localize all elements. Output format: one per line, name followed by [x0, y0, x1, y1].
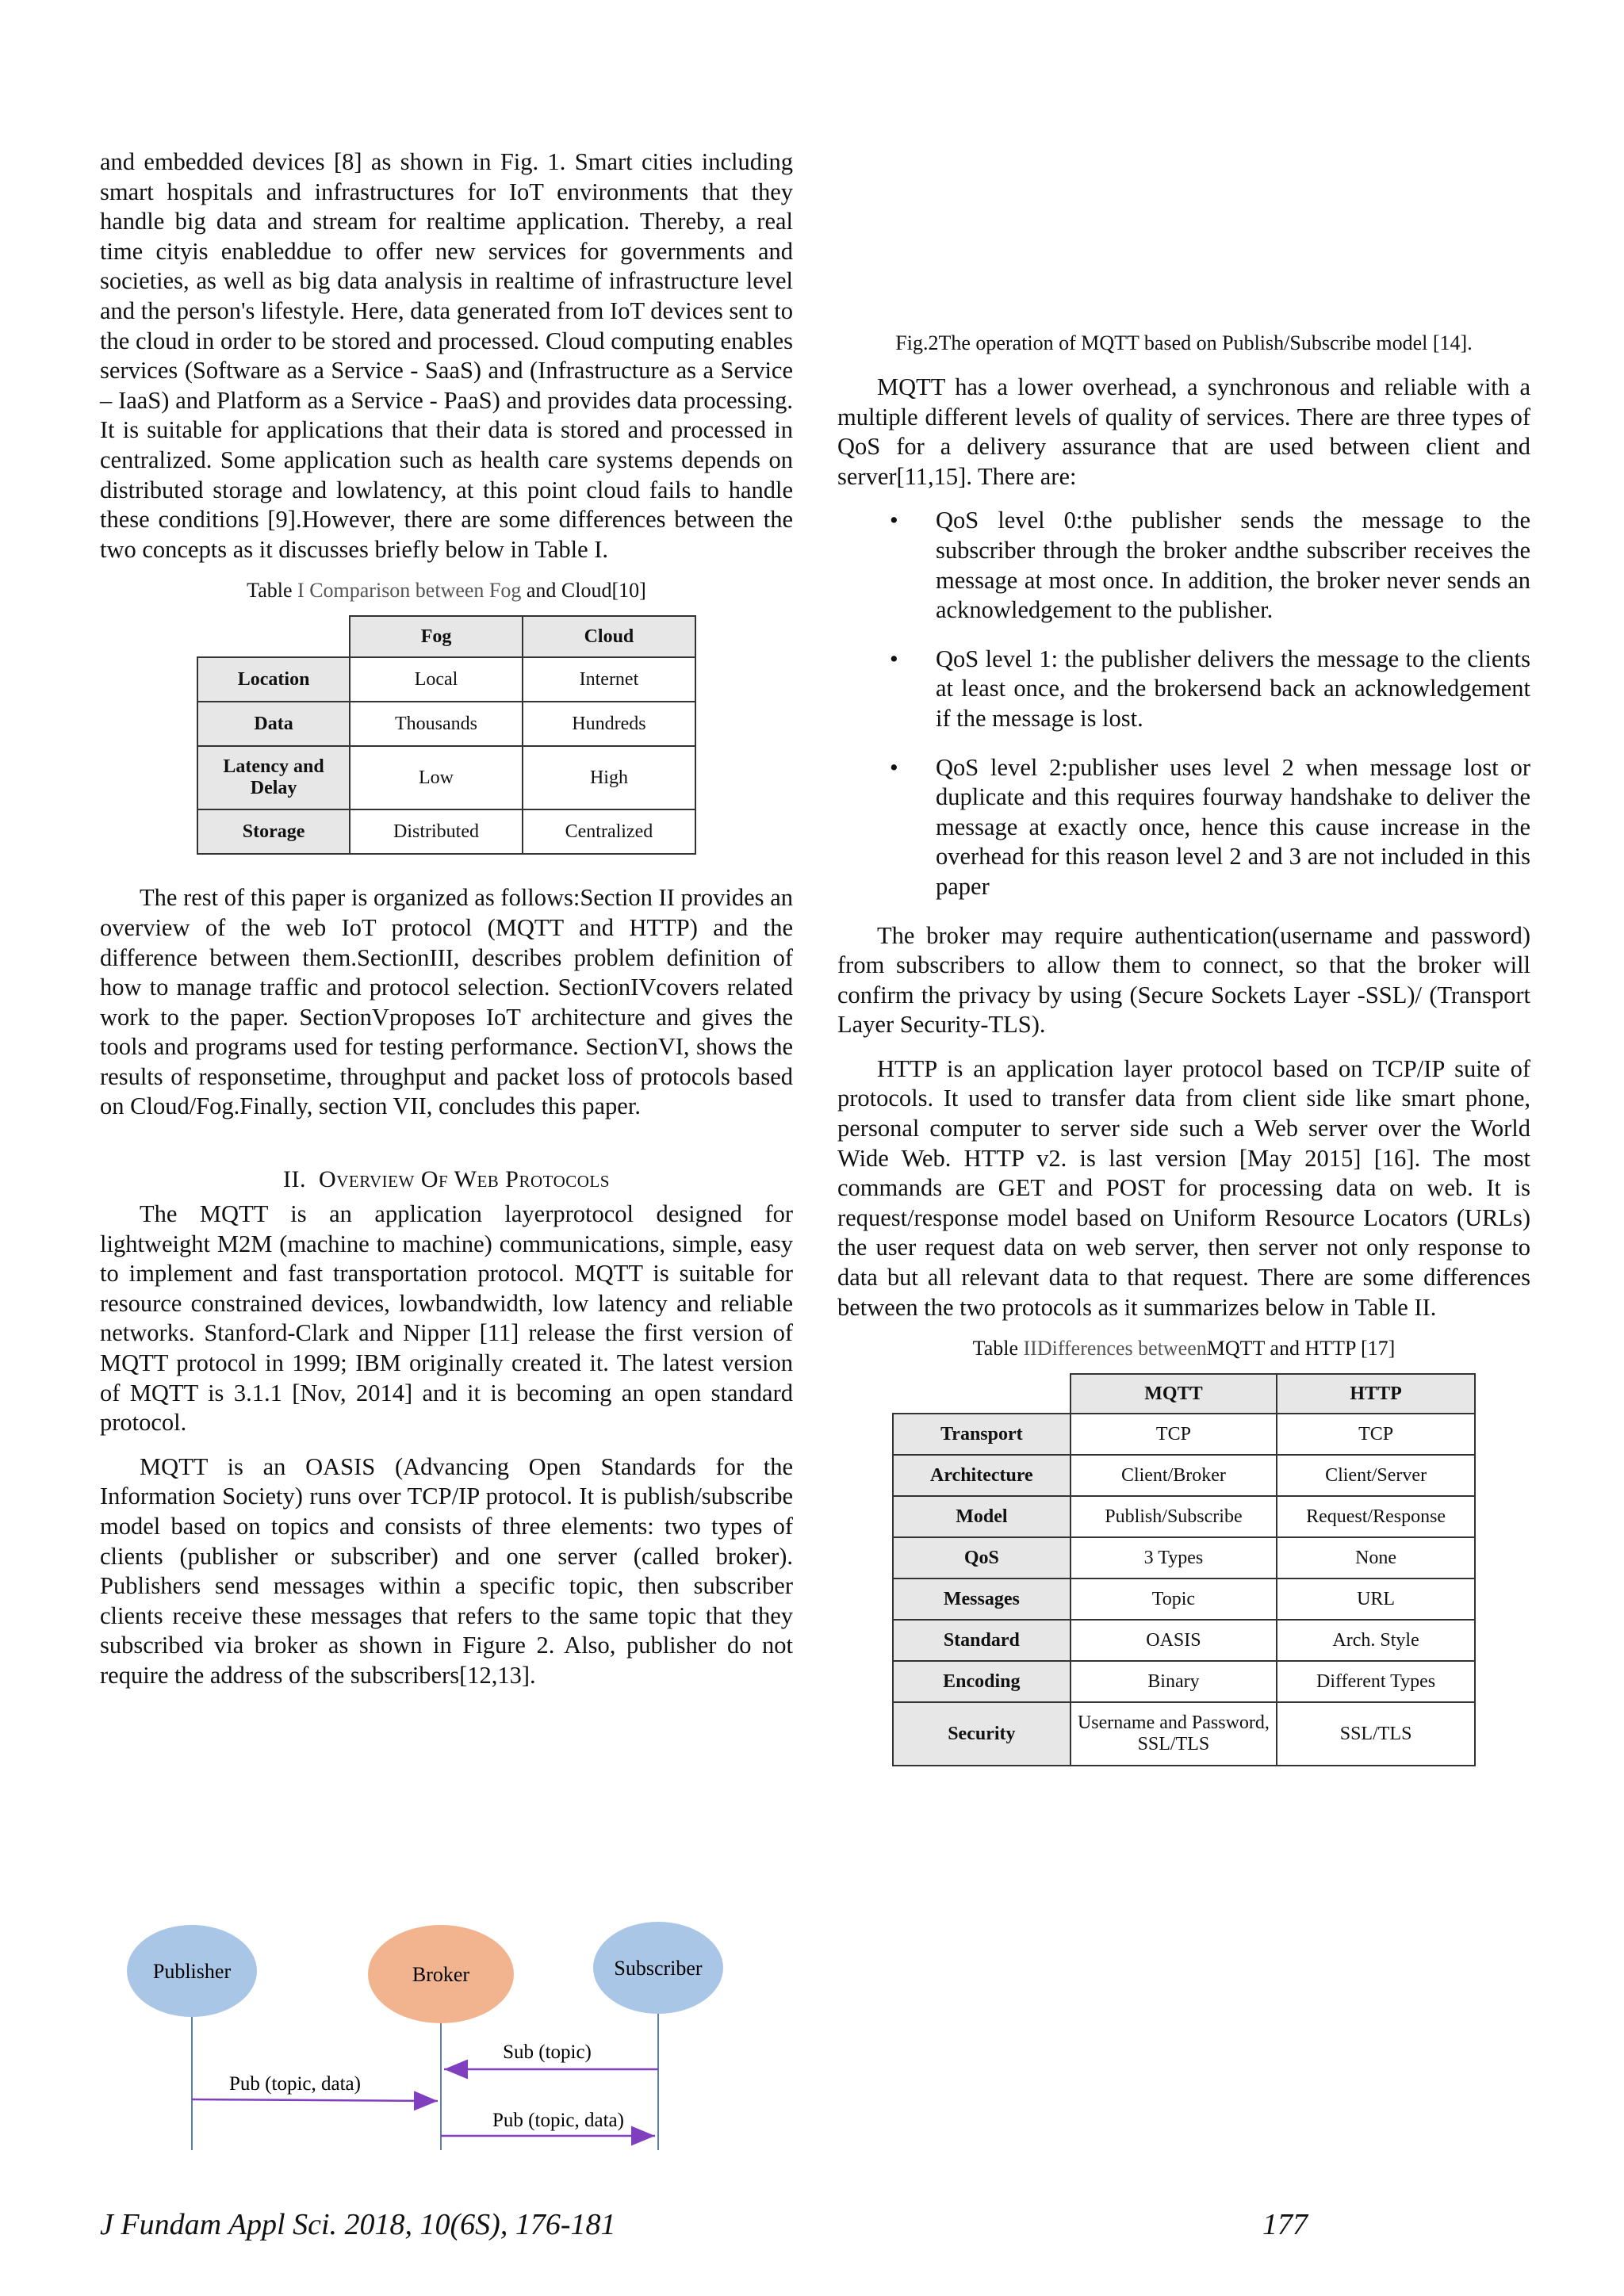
qos-list: [837, 506, 1530, 901]
page-number: 177: [1262, 2208, 1308, 2241]
paragraph-mqtt-intro: The MQTT is an application layerprotocol designed for lightweight M2M (machine to machine) communications, simple, easy to implement and fast transportation protocol. MQTT is suitable for resource constrained devices, lowbandwidth, low latency and reliable networks. Stanford-Clark and Nipper [11] release the first version of MQTT protocol in 1999; IBM originally created it. The latest version of MQTT is 3.1.1 [Nov, 2014] and it is becoming an open standard protocol.: [100, 1200, 793, 1437]
table-mqtt-http: [892, 1373, 1476, 1766]
table-row: Latency and Delay Low High: [197, 746, 695, 809]
left-column: [100, 147, 793, 1691]
table-row: QoS 3 Types None: [893, 1537, 1475, 1578]
paragraph-mqtt-oasis: MQTT is an OASIS (Advancing Open Standards for the Information Society) runs over TCP/IP protocol. It is publish/subscribe model based on topics and consists of three elements: two types of clients (publisher or subscriber) and one server (called broker). Publishers send messages within a specific topic, then subscriber clients receive these messages that refers to the same topic that they subscribed via broker as shown in Figure 2. Also, publisher do not require the address of the subscribers[12,13].: [100, 1452, 793, 1689]
table1-caption: Table I Comparison between Fog and Cloud[10]: [247, 579, 646, 603]
list-item: • QoS level 0:the publisher sends the message to the subscriber through the broker andthe subscriber receives the message at most once. In addition, the broker never sends an acknowledgement to the publisher.: [890, 507, 1530, 624]
subscriber-label: Subscriber: [614, 1957, 703, 1980]
table-row: Architecture Client/Broker Client/Server: [893, 1455, 1475, 1496]
table-row: Transport TCP TCP: [893, 1414, 1475, 1455]
sub-topic-label: Sub (topic): [503, 2042, 592, 2063]
pub-to-subscriber-label: Pub (topic, data): [492, 2110, 624, 2131]
journal-citation: J Fundam Appl Sci. 2018, 10(6S), 176-181: [100, 2208, 616, 2241]
right-column: [837, 373, 1530, 1766]
pub-to-broker-arrow: [192, 2099, 438, 2101]
table2-header-mqtt: MQTT: [1071, 1374, 1277, 1414]
table2-header-http: HTTP: [1277, 1374, 1475, 1414]
table-row: Storage Distributed Centralized: [197, 809, 695, 854]
paragraph-broker-auth: The broker may require authentication(username and password) from subscribers to allow them to connect, so that the broker will confirm the privacy by using (Secure Sockets Layer -SSL)/ (Transport Layer Security-TLS).: [837, 921, 1530, 1039]
pub-to-broker-label: Pub (topic, data): [229, 2073, 361, 2095]
broker-label: Broker: [412, 1963, 470, 1986]
paragraph-intro: and embedded devices [8] as shown in Fig. 1. Smart cities including smart hospitals and infrastructures for IoT environments that they handle big data and stream for realtime application. Thereby, a real time cityis enableddue to offer new services for governments and societies, as well as big data analysis in realtime of infrastructure level and the person's lifestyle. Here, data generated from IoT devices sent to the cloud in order to be stored and processed. Cloud computing enables services (Software as a Service - SaaS) and (Infrastructure as a Service – IaaS) and Platform as a Service - PaaS) and provides data processing. It is suitable for applications that their data is stored and processed in centralized. Some application such as health care systems depends on distributed storage and lowlatency, at this point cloud fails to handle these conditions [9].However, there are some differences between the two concepts as it discusses briefly below in Table I.: [100, 148, 793, 563]
table2-caption: Table IIDifferences betweenMQTT and HTTP [17]: [972, 1337, 1396, 1360]
table-row: Encoding Binary Different Types: [893, 1661, 1475, 1702]
paragraph-organization: The rest of this paper is organized as follows:Section II provides an overview of the web IoT protocol (MQTT and HTTP) and the difference between them.SectionIII, describes problem definition of how to manage traffic and protocol selection. SectionIVcovers related work to the paper. SectionVproposes IoT architecture and gives the tools and programs used for testing performance. SectionVI, shows the results of responsetime, throughput and packet loss of protocols based on Cloud/Fog.Finally, section VII, concludes this paper.: [100, 884, 793, 1120]
pubsub-diagram: [127, 1919, 730, 2156]
section-heading: II. Overview Of Web Protocols: [283, 1166, 610, 1193]
table-row: Messages Topic URL: [893, 1578, 1475, 1620]
pubsub-svg: [127, 1919, 730, 2156]
paragraph-mqtt-qos: MQTT has a lower overhead, a synchronous and reliable with a multiple different levels of quality of services. There are three types of QoS for a delivery assurance that are used between client and server[11,15]. There are:: [837, 373, 1530, 490]
table-row: Standard OASIS Arch. Style: [893, 1620, 1475, 1661]
table-row: Location Local Internet: [197, 657, 695, 702]
list-item: • QoS level 1: the publisher delivers the message to the clients at least once, and the brokersend back an acknowledgement if the message is lost.: [890, 645, 1530, 732]
table-fog-cloud: [197, 615, 696, 855]
table-row: Model Publish/Subscribe Request/Response: [893, 1496, 1475, 1537]
publisher-label: Publisher: [152, 1960, 232, 1983]
paragraph-http: HTTP is an application layer protocol based on TCP/IP suite of protocols. It used to transfer data from client side like smart phone, personal computer to server side such a Web server over the World Wide Web. HTTP v2. is last version [May 2015] [16]. The most commands are GET and POST for processing data on web. It is request/response model based on Uniform Resource Locators (URLs) the user request data on web server, then server not only response to data but all relevant data to that request. There are some differences between the two protocols as it summarizes below in Table II.: [837, 1054, 1530, 1321]
list-item: • QoS level 2:publisher uses level 2 when message lost or duplicate and this requires fourway handshake to deliver the message at exactly once, hence this cause increase in the overhead for this reason level 2 and 3 are not included in this paper: [890, 753, 1530, 900]
table-row: Data Thousands Hundreds: [197, 702, 695, 746]
table-row: Security Username and Password, SSL/TLS SSL/TLS: [893, 1702, 1475, 1766]
table1-header-cloud: Cloud: [523, 616, 695, 657]
figure2-caption: Fig.2The operation of MQTT based on Publish/Subscribe model [14].: [895, 331, 1473, 354]
table1-header-fog: Fog: [350, 616, 523, 657]
